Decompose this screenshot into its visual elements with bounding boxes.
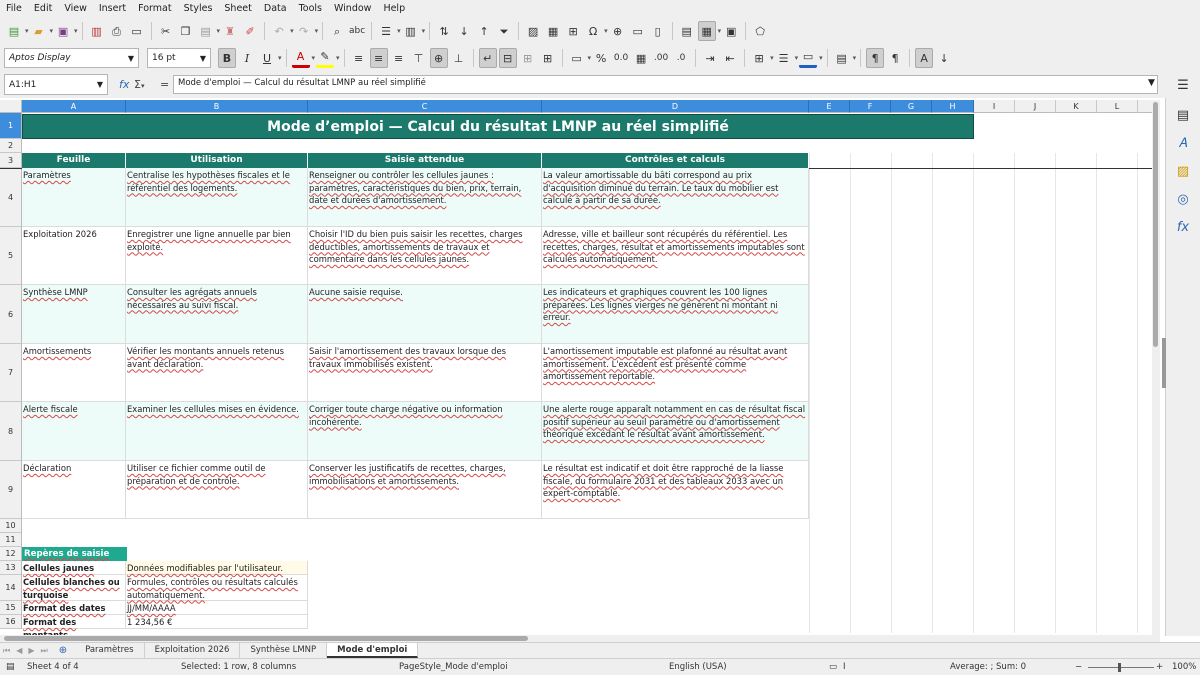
collapse-handle[interactable] (1162, 338, 1166, 388)
table-header-utilisation[interactable]: Utilisation (126, 153, 308, 168)
row-header[interactable]: 7 (0, 344, 22, 402)
table-cell[interactable] (22, 344, 126, 402)
gallery-icon[interactable]: ▨ (1176, 164, 1190, 179)
formula-content: Mode d'emploi — Calcul du résultat LMNP au réel simplifié (178, 78, 426, 88)
reperes-title[interactable]: Repères de saisie (22, 547, 127, 561)
formula-icon[interactable]: = (160, 78, 170, 91)
formula-input[interactable] (173, 75, 1158, 94)
font-color-icon[interactable]: A (292, 48, 310, 68)
cell-text: Amortissements (23, 346, 92, 356)
row-header[interactable]: 13 (0, 561, 22, 575)
menu-view[interactable]: View (64, 3, 87, 14)
sheet-tab-mode-emploi[interactable]: Mode d'emploi (327, 643, 418, 658)
cell-text: Format des dates (23, 603, 106, 613)
cell-text: Choisir l'ID du bien puis saisir les recettes, charges déductibles, amortissements de travaux et commentaire dans les cellules jaunes. (309, 229, 523, 264)
menu-sheet[interactable]: Sheet (224, 3, 252, 14)
print-icon[interactable]: ⎙ (112, 24, 121, 38)
table-cell[interactable] (542, 461, 809, 519)
table-cell[interactable] (22, 285, 126, 344)
name-box[interactable] (4, 74, 108, 95)
column-header-a[interactable]: A (22, 100, 126, 113)
row-header[interactable]: 6 (0, 285, 22, 344)
properties-icon[interactable]: ▤ (1176, 108, 1190, 123)
pivot-table-icon[interactable]: ⊞ (568, 24, 578, 38)
align-bottom-icon[interactable]: ⊥ (453, 51, 464, 65)
sort-descending-icon[interactable]: ↑ (479, 24, 489, 38)
align-left-icon[interactable]: ≡ (353, 51, 364, 65)
border-color-icon[interactable]: ▭ (799, 48, 817, 68)
sort-ascending-icon[interactable]: ↓ (459, 24, 469, 38)
column-header-i[interactable]: I (974, 100, 1015, 113)
headers-footers-icon[interactable]: ▯ (654, 24, 661, 38)
page-title[interactable]: Mode d’emploi — Calcul du résultat LMNP au réel simplifié (22, 114, 974, 139)
border-style-icon[interactable]: ☰ (778, 51, 789, 65)
cell-text: Déclaration (23, 463, 72, 473)
horizontal-scrollbar[interactable] (0, 635, 1160, 642)
cell-text: Adresse, ville et bailleur sont récupérés du référentiel. Les recettes, charges, résultat et amortissements imputables sont calculés automatiquement. (543, 229, 805, 264)
column-header-h[interactable]: H (932, 100, 974, 113)
row-header[interactable]: 2 (0, 139, 22, 153)
column-header-j[interactable]: J (1015, 100, 1056, 113)
column-header-b[interactable]: B (126, 100, 308, 113)
next-sheet-icon[interactable]: ▶ (28, 646, 35, 655)
wrap-text-icon[interactable]: ↵ (479, 48, 497, 68)
row-header[interactable]: 10 (0, 519, 22, 533)
selection-info: Selected: 1 row, 8 columns (181, 662, 297, 672)
sum-icon[interactable]: Σ▾ (134, 78, 145, 91)
cell-text: Le résultat est indicatif et doit être rapproché de la liasse fiscale, du formulaire 2031 et des tableaux 2033 avec un expert-comptable. (543, 463, 784, 498)
decrease-indent-icon[interactable]: ⇤ (725, 51, 735, 65)
table-cell[interactable] (126, 227, 308, 285)
menu-tools[interactable]: Tools (298, 3, 322, 14)
row-header[interactable]: 16 (0, 615, 22, 629)
table-cell[interactable] (308, 402, 542, 461)
row-icon[interactable]: ☰ (381, 24, 392, 38)
conditional-format-icon[interactable]: ▤ (836, 51, 847, 65)
cell-text: Une alerte rouge apparaît notamment en cas de résultat fiscal positif supérieur au seuil paramétré ou d'amortissement théorique excédant le résultat avant amortissement. (543, 404, 806, 439)
reperes-value[interactable] (126, 561, 308, 575)
table-cell[interactable] (22, 168, 126, 227)
table-cell[interactable] (308, 461, 542, 519)
merge-cells-icon[interactable]: ⊞ (522, 51, 533, 65)
align-top-icon[interactable]: ⊤ (413, 51, 424, 65)
freeze-rows-columns-icon[interactable]: ▦ (698, 21, 716, 41)
row-header[interactable]: 12 (0, 547, 22, 561)
text-orientation-vertical-icon[interactable]: ↓ (939, 51, 949, 65)
spreadsheet-grid[interactable] (0, 100, 1152, 635)
vertical-scrollbar[interactable] (1152, 100, 1160, 635)
function-wizard-icon[interactable]: fx (119, 78, 130, 91)
column-header-g[interactable]: G (891, 100, 932, 113)
chevron-down-icon: ▼ (127, 53, 134, 63)
clear-formatting-icon[interactable]: ✐ (245, 24, 255, 38)
functions-icon[interactable]: fx (1176, 220, 1190, 235)
show-draw-functions-icon[interactable]: ⬠ (755, 24, 765, 38)
cell-text: JJ/MM/AAAA (127, 603, 176, 613)
prev-sheet-icon[interactable]: ◀ (16, 646, 23, 655)
menu-bar (0, 0, 1200, 17)
cell-text: Centralise les hypothèses fiscales et le référentiel des logements. (127, 170, 290, 193)
cell-text: Vérifier les montants annuels retenus avant déclaration. (127, 346, 285, 369)
bold-icon[interactable]: B (218, 48, 236, 68)
table-cell[interactable] (22, 461, 126, 519)
reperes-label[interactable] (22, 601, 126, 615)
cell-text: Saisir l'amortissement des travaux lorsque des travaux immobilisés existent. (309, 346, 507, 369)
font-size-value: 16 pt (152, 53, 176, 63)
cursor-icon: Ι (843, 662, 846, 672)
copy-icon[interactable]: ❐ (180, 24, 191, 38)
sheet-tab-parametres[interactable]: Paramètres (75, 643, 144, 658)
row-header[interactable]: 4 (0, 168, 22, 227)
expand-formula-bar-icon[interactable]: ▼ (1148, 78, 1155, 88)
column-header-c[interactable]: C (308, 100, 542, 113)
reperes-value[interactable] (126, 575, 308, 601)
table-cell[interactable] (308, 285, 542, 344)
standard-toolbar: ▤ ▾ ▰ ▾ ▣ ▾ ▥ ⎙ ▭ ✂ ❐ ▤ ▾ ♜ ✐ ↶ ▾ ↷ ▾ ⌕ abc ☰ ▾ ▥ ▾ ⇅ ↓ ↑ ⏷ ▨ ▦ ⊞ Ω ▾ ⊕ ▭ ▯ ▤ ▦ ▾ ▣ ⬠ (0, 17, 1200, 45)
cell-text: Cellules jaunes (23, 563, 95, 573)
menu-edit[interactable]: Edit (33, 3, 53, 14)
column-header-d[interactable]: D (542, 100, 809, 113)
align-middle-icon[interactable]: ⊕ (430, 48, 448, 68)
menu-insert[interactable]: Insert (98, 3, 127, 14)
currency-icon[interactable]: ▭ (571, 51, 582, 65)
formatting-toolbar: Aptos Display ▼ 16 pt ▼ B I U ▾ A ▾ ✎ ▾ ≡ ≡ ≡ ⊤ ⊕ ⊥ ↵ ⊟ ⊞ ⊞ ▭ ▾ % 0.0 ▦ .00 .0 ⇥ ⇤ ⊞ ▾ ☰ ▾ ▭ ▾ ▤ ▾ ¶ ¶ A ↓ (0, 45, 1200, 71)
table-cell[interactable] (126, 402, 308, 461)
row-header[interactable]: 1 (0, 113, 22, 139)
empty-grid-area (809, 153, 1152, 633)
column-header-k[interactable]: K (1056, 100, 1097, 113)
zoom-level[interactable]: 100% (1172, 662, 1197, 672)
clone-formatting-icon[interactable]: ♜ (225, 24, 235, 38)
menu-data[interactable]: Data (263, 3, 287, 14)
comment-icon[interactable]: ▭ (632, 24, 643, 38)
zoom-slider[interactable] (1088, 667, 1154, 668)
sheet-tab-synthese[interactable]: Synthèse LMNP (240, 643, 327, 658)
autofilter-icon[interactable]: ⏷ (499, 24, 509, 38)
highlighting-color-icon[interactable]: ✎ (316, 48, 334, 68)
cell-text: Aucune saisie requise. (309, 287, 403, 297)
italic-icon[interactable]: I (244, 51, 250, 65)
table-cell[interactable] (308, 344, 542, 402)
hyperlink-icon[interactable]: ⊕ (613, 24, 623, 38)
column-icon[interactable]: ▥ (405, 24, 416, 38)
selection-mode-icon[interactable]: ▭ (829, 662, 838, 672)
cell-text: Renseigner ou contrôler les cellules jaunes : paramètres, caractéristiques du bien, prix, terrain, date et durées d'amortissement. (309, 170, 522, 205)
row-header[interactable]: 9 (0, 461, 22, 519)
cell-text: Consulter les agrégats annuels nécessaires au suivi fiscal. (127, 287, 257, 310)
row-header[interactable]: 8 (0, 402, 22, 461)
cell-text: Enregistrer une ligne annuelle par bien exploité. (127, 229, 291, 252)
new-icon[interactable]: ▤ (8, 24, 20, 38)
redo-icon[interactable]: ↷ (298, 24, 309, 38)
cell-text: Les indicateurs et graphiques couvrent les 100 lignes préparées. Les lignes vierges ne génèrent ni montant ni erreur. (543, 287, 778, 322)
undo-icon[interactable]: ↶ (274, 24, 284, 38)
cell-text: La valeur amortissable du bâti correspond au prix d'acquisition diminué du terrain. Le taux du mobilier est calculé à partir de sa durée. (543, 170, 779, 205)
scrollbar-thumb[interactable] (4, 636, 528, 641)
column-header-l[interactable]: L (1097, 100, 1138, 113)
sheet-tab-exploitation[interactable]: Exploitation 2026 (145, 643, 241, 658)
table-cell[interactable] (308, 227, 542, 285)
zoom-slider-handle[interactable] (1118, 663, 1121, 672)
row-header[interactable]: 5 (0, 227, 22, 285)
save-icon[interactable]: ▣ (57, 24, 69, 38)
column-header-e[interactable]: E (809, 100, 850, 113)
cell-text: Conserver les justificatifs de recettes, charges, immobilisations et amortissements. (309, 463, 506, 486)
underline-icon[interactable]: U (262, 51, 272, 65)
special-character-icon[interactable]: Ω (588, 24, 598, 38)
page-style[interactable]: PageStyle_Mode d'emploi (399, 662, 508, 672)
font-size-combo[interactable] (147, 48, 211, 68)
cell-text: Formules, contrôles ou résultats calculés automatiquement. (127, 577, 298, 600)
row-header[interactable]: 11 (0, 533, 22, 547)
merge-center-icon[interactable]: ⊟ (499, 48, 517, 68)
row-header[interactable]: 15 (0, 601, 22, 615)
table-cell[interactable] (542, 402, 809, 461)
table-header-controles[interactable]: Contrôles et calculs (542, 153, 809, 168)
menu-help[interactable]: Help (383, 3, 406, 14)
name-box-value: A1:H1 (9, 79, 37, 90)
spelling-icon[interactable]: abc (349, 25, 366, 36)
text-orientation-horizontal-icon[interactable]: A (915, 48, 933, 68)
menu-window[interactable]: Window (333, 3, 372, 14)
reperes-label[interactable] (22, 615, 126, 629)
reperes-value[interactable] (126, 601, 308, 615)
cell-text: Examiner les cellules mises en évidence. (127, 404, 299, 414)
styles-icon[interactable]: 𝐴 (1178, 136, 1188, 151)
cell-text: Cellules blanches ou turquoise (23, 577, 120, 600)
define-print-area-icon[interactable]: ▤ (681, 24, 692, 38)
select-all-corner[interactable] (0, 100, 22, 113)
date-format-icon[interactable]: ▦ (635, 51, 647, 65)
insert-image-icon[interactable]: ▨ (527, 24, 539, 38)
table-cell[interactable] (542, 168, 809, 227)
cell-text: Utiliser ce fichier comme outil de préparation et de contrôle. (127, 463, 266, 486)
menu-styles[interactable]: Styles (183, 3, 213, 14)
chevron-down-icon: ▼ (96, 80, 103, 89)
sum-info[interactable]: Average: ; Sum: 0 (950, 662, 1027, 672)
table-cell[interactable] (126, 285, 308, 344)
chevron-down-icon: ▼ (199, 53, 206, 63)
cell-text: Synthèse LMNP (23, 287, 88, 297)
export-pdf-icon[interactable]: ▥ (91, 24, 102, 38)
menu-format[interactable]: Format (138, 3, 172, 14)
table-cell[interactable] (22, 227, 126, 285)
table-cell[interactable] (126, 461, 308, 519)
table-cell[interactable] (308, 168, 542, 227)
menu-file[interactable]: File (6, 3, 22, 14)
open-icon[interactable]: ▰ (34, 24, 43, 38)
reperes-label[interactable] (22, 575, 126, 601)
find-replace-icon[interactable]: ⌕ (334, 24, 341, 38)
navigator-icon[interactable]: ◎ (1177, 192, 1189, 207)
number-format-icon[interactable]: 0.0 (613, 52, 629, 63)
first-sheet-icon[interactable]: ⏮ (3, 645, 11, 655)
cell-text: L'amortissement imputable est plafonné au résultat avant amortissement. L'excédent est présenté comme amortissement reportable. (543, 346, 788, 381)
row-header[interactable]: 3 (0, 153, 22, 168)
font-name-value: Aptos Display (9, 53, 71, 63)
cell-text: Format des (23, 617, 77, 627)
unmerge-cells-icon[interactable]: ⊞ (542, 51, 553, 65)
delete-decimal-icon[interactable]: .0 (676, 52, 686, 63)
align-center-icon[interactable]: ≡ (370, 48, 388, 68)
split-window-icon[interactable]: ▣ (725, 24, 737, 38)
column-header-f[interactable]: F (850, 100, 891, 113)
font-name-combo[interactable] (4, 48, 139, 68)
table-cell[interactable] (126, 168, 308, 227)
sheet-position[interactable]: Sheet 4 of 4 (27, 662, 79, 672)
reperes-label[interactable] (22, 561, 126, 575)
insert-chart-icon[interactable]: ▦ (547, 24, 559, 38)
add-decimal-icon[interactable]: .00 (653, 52, 669, 63)
row-header[interactable]: 14 (0, 575, 22, 601)
status-bar (0, 658, 1200, 675)
sheet-indicator-icon: ▤ (6, 662, 15, 672)
cell-text: Paramètres (23, 170, 71, 180)
reperes-value[interactable] (126, 615, 308, 629)
table-cell[interactable] (22, 402, 126, 461)
cell-text: 1 234,56 € (127, 617, 173, 627)
table-cell[interactable] (542, 227, 809, 285)
cut-icon[interactable]: ✂ (160, 24, 171, 38)
percent-icon[interactable]: % (595, 51, 607, 65)
hamburger-menu-icon[interactable]: ☰ (1177, 78, 1189, 93)
cell-text: Alerte fiscale (23, 404, 78, 414)
last-sheet-icon[interactable]: ⏭ (40, 645, 48, 655)
zoom-in-icon[interactable]: + (1156, 662, 1164, 672)
cell-text: Données modifiables par l'utilisateur. (127, 563, 284, 573)
align-right-icon[interactable]: ≡ (393, 51, 404, 65)
table-cell[interactable] (542, 285, 809, 344)
left-to-right-icon[interactable]: ¶ (866, 48, 884, 68)
add-sheet-icon[interactable]: ⊕ (58, 645, 68, 656)
sheet-tab-bar (0, 642, 1200, 658)
table-header-saisie[interactable]: Saisie attendue (308, 153, 542, 168)
borders-icon[interactable]: ⊞ (754, 51, 764, 65)
cell-text: Corriger toute charge négative ou information incohérente. (309, 404, 503, 427)
table-cell[interactable] (542, 344, 809, 402)
paste-icon[interactable]: ▤ (200, 24, 211, 38)
sidebar-deck (1165, 78, 1200, 636)
scrollbar-thumb[interactable] (1153, 102, 1158, 347)
right-to-left-icon[interactable]: ¶ (891, 51, 899, 65)
table-cell[interactable] (126, 344, 308, 402)
print-preview-icon[interactable]: ▭ (131, 24, 142, 38)
cell-text: Exploitation 2026 (23, 229, 97, 239)
language[interactable]: English (USA) (669, 662, 727, 672)
increase-indent-icon[interactable]: ⇥ (705, 51, 715, 65)
table-header-feuille[interactable]: Feuille (22, 153, 126, 168)
sort-icon[interactable]: ⇅ (439, 24, 449, 38)
zoom-out-icon[interactable]: − (1075, 662, 1083, 672)
